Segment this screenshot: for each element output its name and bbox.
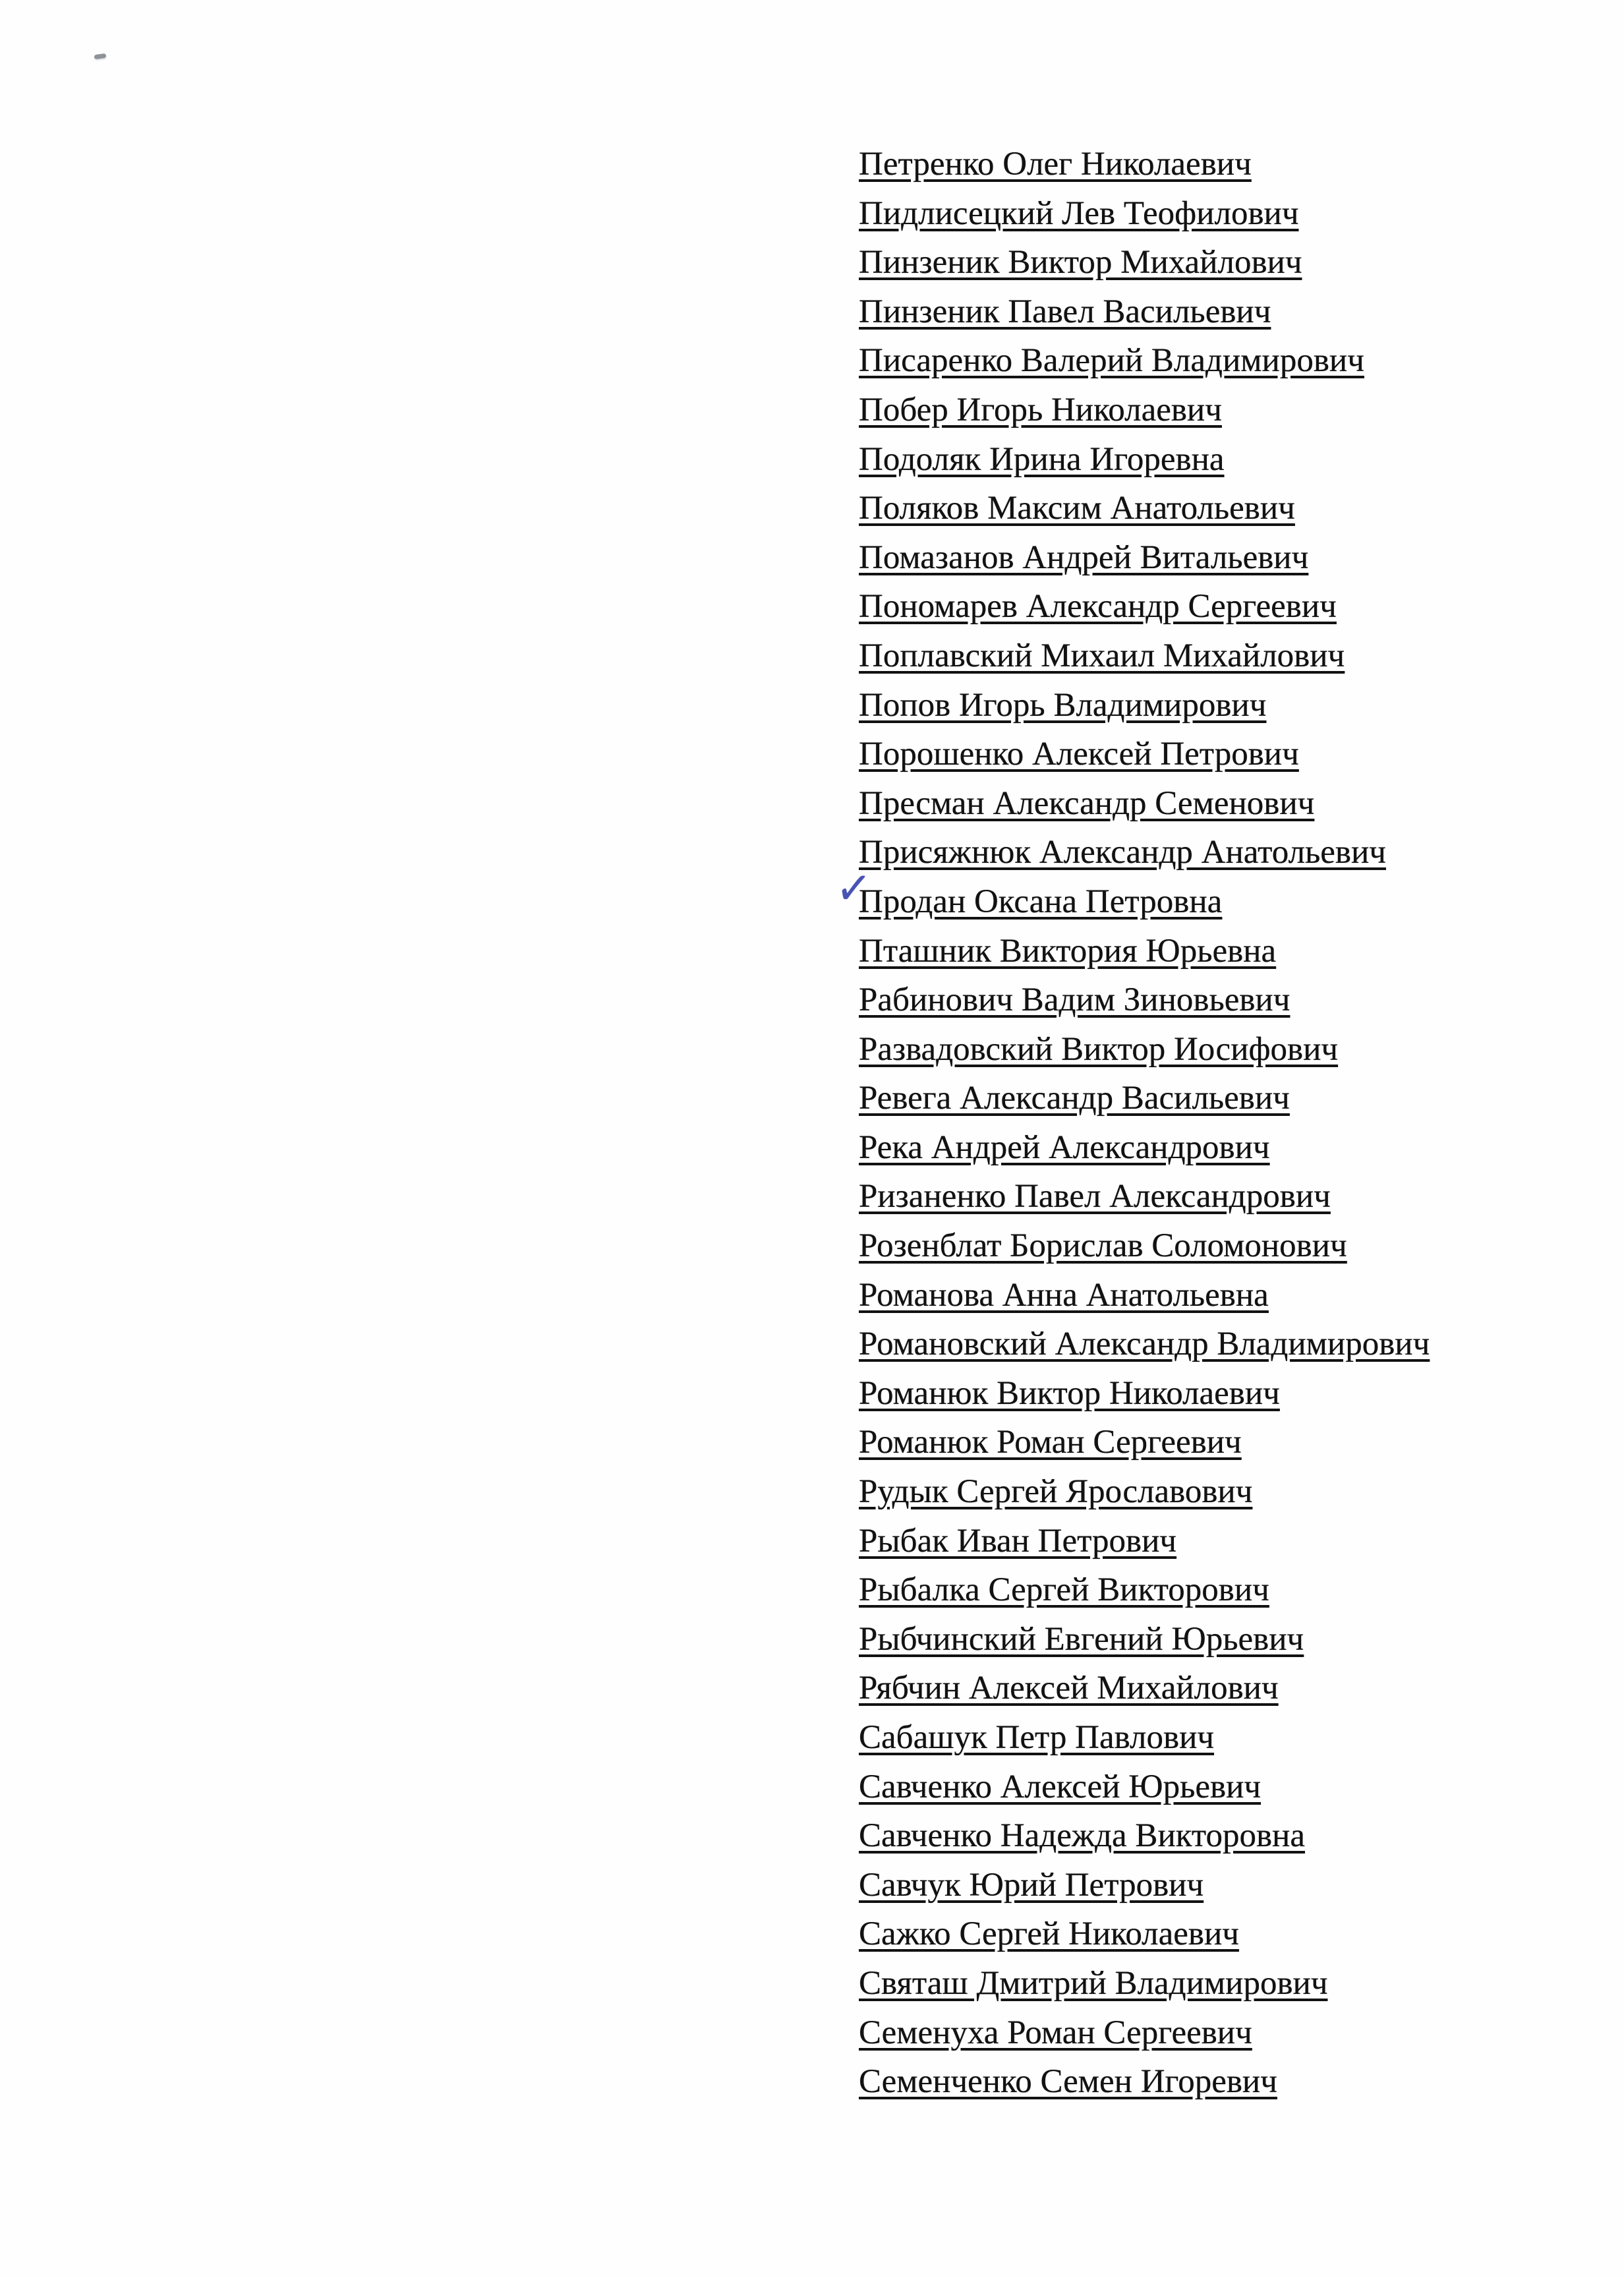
person-name: Рудык Сергей Ярославович (859, 1473, 1253, 1511)
list-item-checked (833, 858, 1584, 927)
person-name: Пресман Александр Семенович (859, 784, 1315, 822)
list-item (859, 1664, 1584, 1713)
person-name: Сажко Сергей Николаевич (859, 1915, 1239, 1953)
list-item (859, 1025, 1584, 1074)
list-item (859, 1271, 1584, 1320)
list-item (859, 386, 1584, 435)
person-name: Присяжнюк Александр Анатольевич (859, 834, 1386, 871)
list-item (859, 976, 1584, 1025)
checkmark-icon: ✓ (833, 858, 874, 918)
list-item (859, 2057, 1584, 2107)
list-item (859, 1959, 1584, 2008)
person-name: Пинзеник Виктор Михайлович (859, 244, 1302, 281)
list-item (859, 582, 1584, 631)
person-name: Писаренко Валерий Владимирович (859, 342, 1364, 380)
person-name: Продан Оксана Петровна (859, 883, 1223, 920)
person-name: Порошенко Алексей Петрович (859, 736, 1299, 773)
list-item (859, 1467, 1584, 1517)
list-item (859, 435, 1584, 484)
person-name: Пташник Виктория Юрьевна (859, 932, 1277, 970)
list-item (859, 1074, 1584, 1123)
person-name: Пинзеник Павел Васильевич (859, 293, 1271, 330)
person-name: Поплавский Михаил Михайлович (859, 637, 1345, 674)
person-name: Сабашук Петр Павлович (859, 1719, 1215, 1756)
list-item (859, 1418, 1584, 1467)
list-item (859, 1221, 1584, 1271)
list-item (859, 1910, 1584, 1959)
person-name: Развадовский Виктор Иосифович (859, 1030, 1339, 1068)
person-name: Рябчин Алексей Михайлович (859, 1670, 1279, 1707)
list-item (859, 140, 1584, 189)
list-item (859, 484, 1584, 533)
list-item (859, 681, 1584, 730)
list-item (859, 287, 1584, 337)
person-name: Петренко Олег Николаевич (859, 146, 1252, 183)
list-item (859, 1861, 1584, 1910)
person-name: Романюк Роман Сергеевич (859, 1424, 1242, 1461)
person-name: Святаш Дмитрий Владимирович (859, 1964, 1328, 2002)
person-name: Розенблат Борислав Соломонович (859, 1227, 1347, 1265)
person-name: Попов Игорь Владимирович (859, 686, 1267, 724)
list-item (859, 238, 1584, 287)
list-item (859, 533, 1584, 583)
person-name: Река Андрей Александрович (859, 1128, 1270, 1166)
list-item (859, 828, 1584, 877)
list-item (859, 730, 1584, 779)
person-name: Побер Игорь Николаевич (859, 391, 1222, 428)
list-item (859, 1565, 1584, 1615)
list-item (859, 1517, 1584, 1566)
person-name: Савченко Алексей Юрьевич (859, 1768, 1262, 1805)
list-item (859, 336, 1584, 386)
name-list (833, 140, 1584, 2107)
person-name: Романова Анна Анатольевна (859, 1276, 1269, 1314)
person-name: Рыбалка Сергей Викторович (859, 1571, 1269, 1609)
person-name: Ревега Александр Васильевич (859, 1080, 1290, 1117)
person-name: Рабинович Вадим Зиновьевич (859, 981, 1290, 1019)
person-name: Пономарев Александр Сергеевич (859, 588, 1337, 626)
person-name: Поляков Максим Анатольевич (859, 490, 1295, 527)
list-item (859, 779, 1584, 829)
list-item (859, 1713, 1584, 1763)
person-name: Савчук Юрий Петрович (859, 1866, 1204, 1904)
list-item (859, 1615, 1584, 1664)
list-item (859, 1320, 1584, 1369)
person-name: Ризаненко Павел Александрович (859, 1178, 1331, 1215)
person-name: Романовский Александр Владимирович (859, 1326, 1430, 1363)
list-item (859, 1123, 1584, 1173)
person-name: Подоляк Ирина Игоревна (859, 440, 1225, 478)
person-name: Савченко Надежда Викторовна (859, 1817, 1305, 1855)
list-item (859, 631, 1584, 681)
person-name: Семенуха Роман Сергеевич (859, 2014, 1252, 2051)
list-item (859, 1763, 1584, 1812)
list-item (859, 1172, 1584, 1221)
list-item (859, 2008, 1584, 2058)
list-item (859, 927, 1584, 976)
person-name: Рыбак Иван Петрович (859, 1522, 1177, 1560)
person-name: Помазанов Андрей Витальевич (859, 539, 1309, 576)
person-name: Рыбчинский Евгений Юрьевич (859, 1620, 1304, 1658)
list-item (859, 1369, 1584, 1418)
person-name: Романюк Виктор Николаевич (859, 1374, 1280, 1412)
person-name: Семенченко Семен Игоревич (859, 2063, 1277, 2101)
list-item (859, 189, 1584, 239)
person-name: Пидлисецкий Лев Теофилович (859, 194, 1299, 232)
list-item (859, 1811, 1584, 1861)
scan-smudge-mark (94, 53, 107, 59)
